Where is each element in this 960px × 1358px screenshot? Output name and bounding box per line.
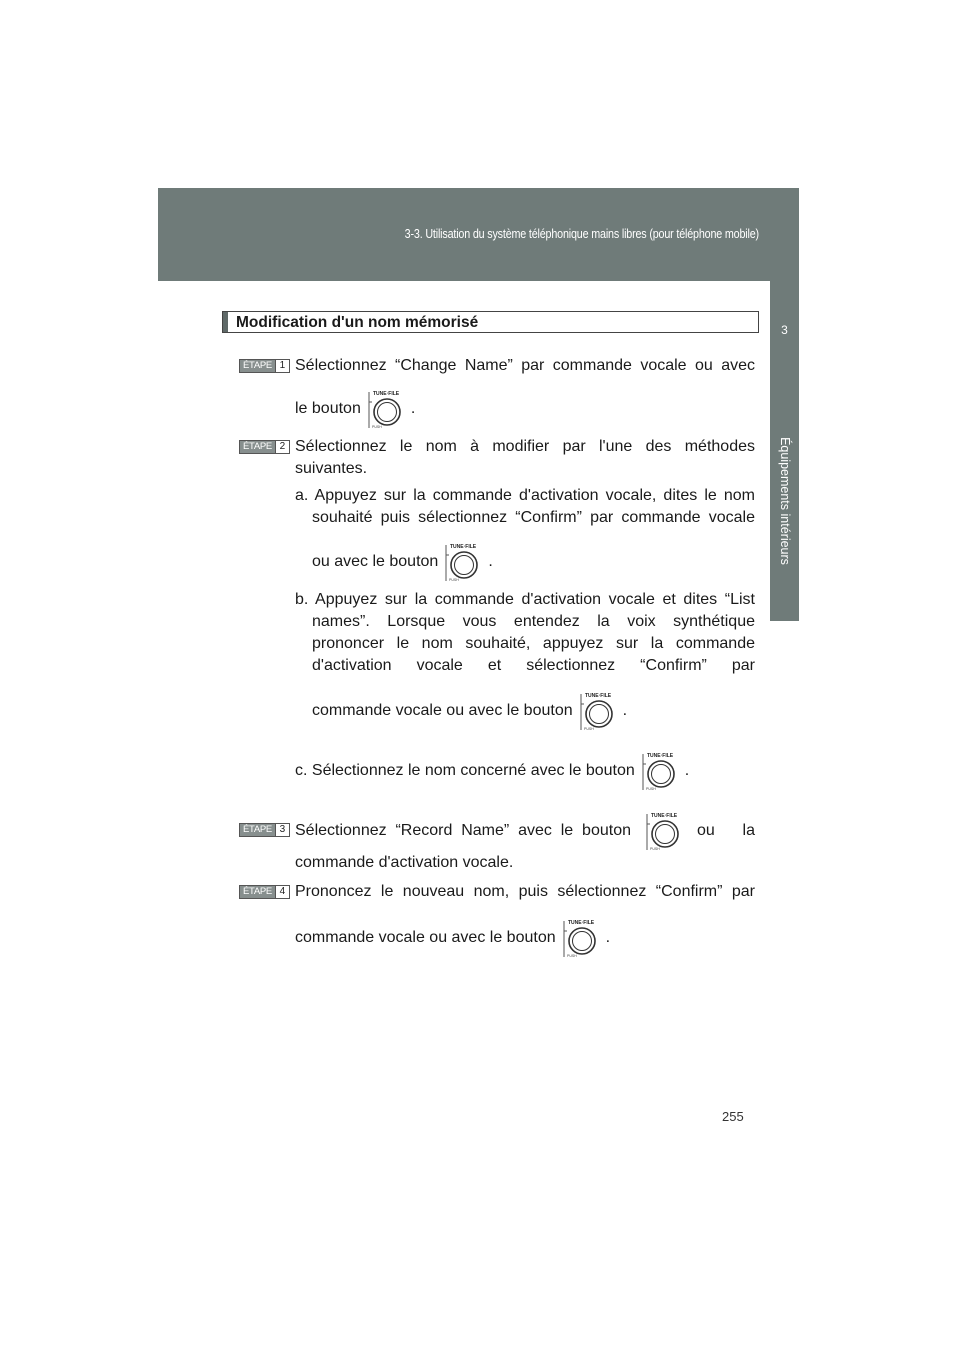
- step-1-text-post: .: [410, 400, 416, 418]
- svg-text:PUSH: PUSH: [449, 578, 460, 582]
- side-tab-label-text: Équipements intérieurs: [777, 436, 792, 565]
- step-3-line-2: commande d'activation vocale.: [295, 854, 514, 871]
- step-number: 4: [275, 886, 289, 898]
- svg-text:PUSH: PUSH: [583, 727, 594, 731]
- step-2b-line-4: d'activation vocale et sélectionnez “Confirm” par: [312, 657, 755, 674]
- svg-text:PUSH: PUSH: [650, 847, 660, 851]
- step-label: ÉTAPE: [240, 360, 275, 372]
- step-2b-line-3: prononcer le nom souhaité, appuyez sur la commande: [312, 635, 755, 652]
- step-1-line-2: [295, 388, 415, 430]
- step-2b-line-2: names”. Lorsque vous entendez la voix synthétique: [312, 613, 755, 630]
- page-number: 255: [722, 1109, 744, 1124]
- step-2a-text-pre: ou avec le bouton: [312, 553, 439, 571]
- side-tab-number: 3: [770, 281, 799, 380]
- step-4-text-pre: commande vocale ou avec le bouton: [295, 929, 556, 947]
- step-2b-text-post: .: [622, 702, 628, 720]
- svg-text:PUSH: PUSH: [645, 787, 656, 791]
- step-2a-line-3: [312, 541, 493, 583]
- chapter-title: 3-3. Utilisation du système téléphonique mains libres (pour téléphone mobile): [404, 227, 759, 241]
- chapter-header: [158, 188, 799, 281]
- tune-file-knob-icon: [367, 388, 405, 430]
- tune-file-knob-icon: [444, 541, 482, 583]
- svg-text:TUNE·FILE: TUNE·FILE: [450, 544, 477, 550]
- step-badge-4: [239, 885, 290, 899]
- step-label: ÉTAPE: [240, 886, 275, 898]
- step-2a-text-post: .: [488, 553, 493, 571]
- tune-file-knob-icon: [641, 750, 679, 792]
- step-badge-3: [239, 823, 290, 837]
- step-3-line-1: [295, 810, 755, 852]
- step-3-text-pre: Sélectionnez “Record Name” avec le bouton: [295, 822, 631, 839]
- step-1-line-1: Sélectionnez “Change Name” par commande vocale ou avec: [295, 357, 755, 374]
- step-number: 3: [275, 824, 289, 836]
- step-2b-line-5: [312, 690, 627, 732]
- step-badge-2: [239, 440, 290, 454]
- step-2c-line: [295, 750, 689, 792]
- step-4-text-post: .: [605, 929, 611, 947]
- tune-file-knob-icon: [645, 810, 683, 852]
- step-2b-line-1: b. Appuyez sur la commande d'activation vocale et dites “List: [295, 591, 755, 608]
- step-number: 2: [275, 441, 289, 453]
- svg-text:PUSH: PUSH: [566, 954, 577, 958]
- svg-text:PUSH: PUSH: [371, 425, 382, 429]
- step-label: ÉTAPE: [240, 824, 275, 836]
- step-4-line-2: [295, 917, 610, 959]
- tune-file-knob-icon: [579, 690, 617, 732]
- step-1-text-pre: le bouton: [295, 400, 361, 418]
- svg-text:TUNE·FILE: TUNE·FILE: [646, 753, 673, 759]
- step-2c-text-post: .: [684, 762, 690, 780]
- section-title-box: [222, 311, 759, 333]
- step-label: ÉTAPE: [240, 441, 275, 453]
- step-2a-line-1: a. Appuyez sur la commande d'activation vocale, dites le nom: [295, 487, 755, 504]
- side-tab-label: [770, 380, 799, 621]
- svg-text:TUNE·FILE: TUNE·FILE: [651, 813, 678, 819]
- step-2c-text-pre: c. Sélectionnez le nom concerné avec le bouton: [295, 762, 635, 780]
- step-2-line-1: Sélectionnez le nom à modifier par l'une des méthodes: [295, 438, 755, 455]
- svg-text:TUNE·FILE: TUNE·FILE: [584, 693, 611, 699]
- step-2b-text-pre: commande vocale ou avec le bouton: [312, 702, 573, 720]
- step-4-line-1: Prononcez le nouveau nom, puis sélectionnez “Confirm” par: [295, 883, 755, 900]
- step-3-text-post: ou la: [697, 822, 755, 839]
- step-2a-line-2: souhaité puis sélectionnez “Confirm” par commande vocale: [312, 509, 755, 526]
- svg-text:TUNE·FILE: TUNE·FILE: [567, 920, 594, 926]
- section-title: Modification d'un nom mémorisé: [236, 314, 479, 331]
- svg-text:TUNE·FILE: TUNE·FILE: [372, 391, 399, 397]
- tune-file-knob-icon: [562, 917, 600, 959]
- step-2-line-2: suivantes.: [295, 460, 368, 477]
- step-number: 1: [275, 360, 289, 372]
- step-badge-1: [239, 359, 290, 373]
